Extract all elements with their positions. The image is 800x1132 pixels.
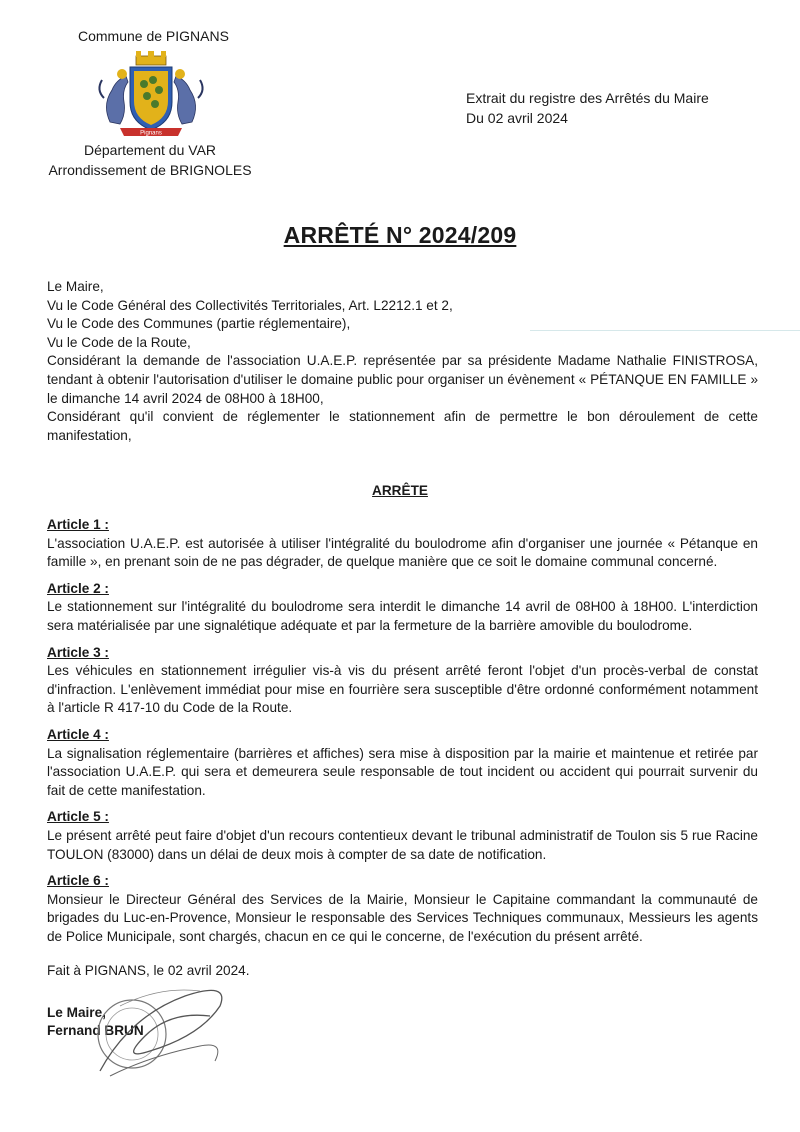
department-name: Département du VAR: [83, 142, 217, 158]
commune-name: Commune de PIGNANS: [78, 28, 229, 44]
coat-of-arms-logo: [92, 50, 210, 140]
article-body: Les véhicules en stationnement irrégulier vis-à vis du présent arrêté feront l'objet d'un procès-verbal de constat d'infraction. L'enlèvement immédiat pour mise en fourrière sera susceptible d'être ordonné conformément notamment à l'article R 417-10 du Code de la Route.: [47, 663, 758, 716]
decree-title: ARRÊTÉ N° 2024/209: [283, 222, 517, 248]
crest-ribbon-text: Pignans: [140, 130, 162, 137]
preamble-line: Le Maire,: [47, 279, 104, 294]
article-title: Article 6 :: [47, 873, 109, 889]
signatory-name: Fernand BRUN: [47, 1023, 144, 1038]
signatory-title: Le Maire,: [47, 1005, 106, 1020]
preamble-line: Vu le Code des Communes (partie réglementaire),: [47, 316, 351, 332]
preamble-line: Considérant qu'il convient de réglementer le stationnement afin de permettre le bon déroulement de cette manifestation,: [47, 409, 758, 443]
decision-heading: ARRÊTE: [372, 483, 428, 498]
article-title: Article 4 :: [47, 726, 109, 742]
preamble: [47, 278, 758, 445]
preamble-line: Vu le Code de la Route,: [47, 334, 191, 350]
article-body: Monsieur le Directeur Général des Services de la Mairie, Monsieur le Capitaine commandant la communauté de brigades du Luc-en-Provence, Monsieur le responsable des Services Techniques communaux, Messieurs les agents de Police Municipale, sont chargés, chacun en ce qui le concerne, de l'exécution du présent arrêté.: [47, 891, 758, 944]
preamble-line: Vu le Code Général des Collectivités Territoriales, Art. L2212.1 et 2,: [47, 297, 453, 313]
article: [47, 726, 758, 800]
arrondissement-name: Arrondissement de BRIGNOLES: [48, 162, 252, 178]
article-body: La signalisation réglementaire (barrières et affiches) sera mise à disposition par la mairie et maintenue et retirée par l'association U.A.E.P. qui sera et demeurera seule responsable de tout incident ou accident qui pourrait survenir du fait de cette manifestation.: [47, 745, 758, 798]
article: [47, 872, 758, 946]
article-title: Article 5 :: [47, 809, 109, 825]
place-and-date: Fait à PIGNANS, le 02 avril 2024.: [47, 963, 250, 978]
extract-line-1: Extrait du registre des Arrêtés du Maire: [466, 90, 709, 106]
register-extract: [466, 88, 709, 128]
article-body: L'association U.A.E.P. est autorisée à utiliser l'intégralité du boulodrome afin d'organiser une journée « Pétanque en famille », en prenant soin de ne pas dégrader, de quelque manière que ce soit le domaine communal concerné.: [47, 535, 758, 570]
article-body: Le présent arrêté peut faire d'objet d'un recours contentieux devant le tribunal administratif de Toulon sis 5 rue Racine TOULON (83000) dans un délai de deux mois à compter de sa date de notification.: [47, 827, 758, 862]
article: [47, 516, 758, 572]
preamble-line: Considérant la demande de l'association U.A.E.P. représentée par sa présidente Madame Nathalie FINISTROSA, tendant à obtenir l'autorisation d'utiliser le domaine public pour organiser un évènement « PÉTANQUE EN FAMILLE » le dimanche 14 avril 2024 de 08H00 à 18H00,: [47, 353, 758, 406]
department-block: [30, 140, 270, 180]
article-body: Le stationnement sur l'intégralité du boulodrome sera interdit le dimanche 14 avril de 08H00 à 18H00. L'interdiction sera matérialisée par une signalétique adéquate et par la fermeture de la barrière amovible du boulodrome.: [47, 599, 758, 633]
article: [47, 808, 758, 864]
articles-list: [47, 516, 758, 954]
article-title: Article 1 :: [47, 517, 109, 532]
article: [47, 644, 758, 718]
article-title: Article 2 :: [47, 580, 109, 596]
extract-date: Du 02 avril 2024: [466, 110, 568, 126]
article-title: Article 3 :: [47, 644, 109, 660]
article: [47, 580, 758, 636]
stamp-and-signature: [90, 976, 240, 1091]
